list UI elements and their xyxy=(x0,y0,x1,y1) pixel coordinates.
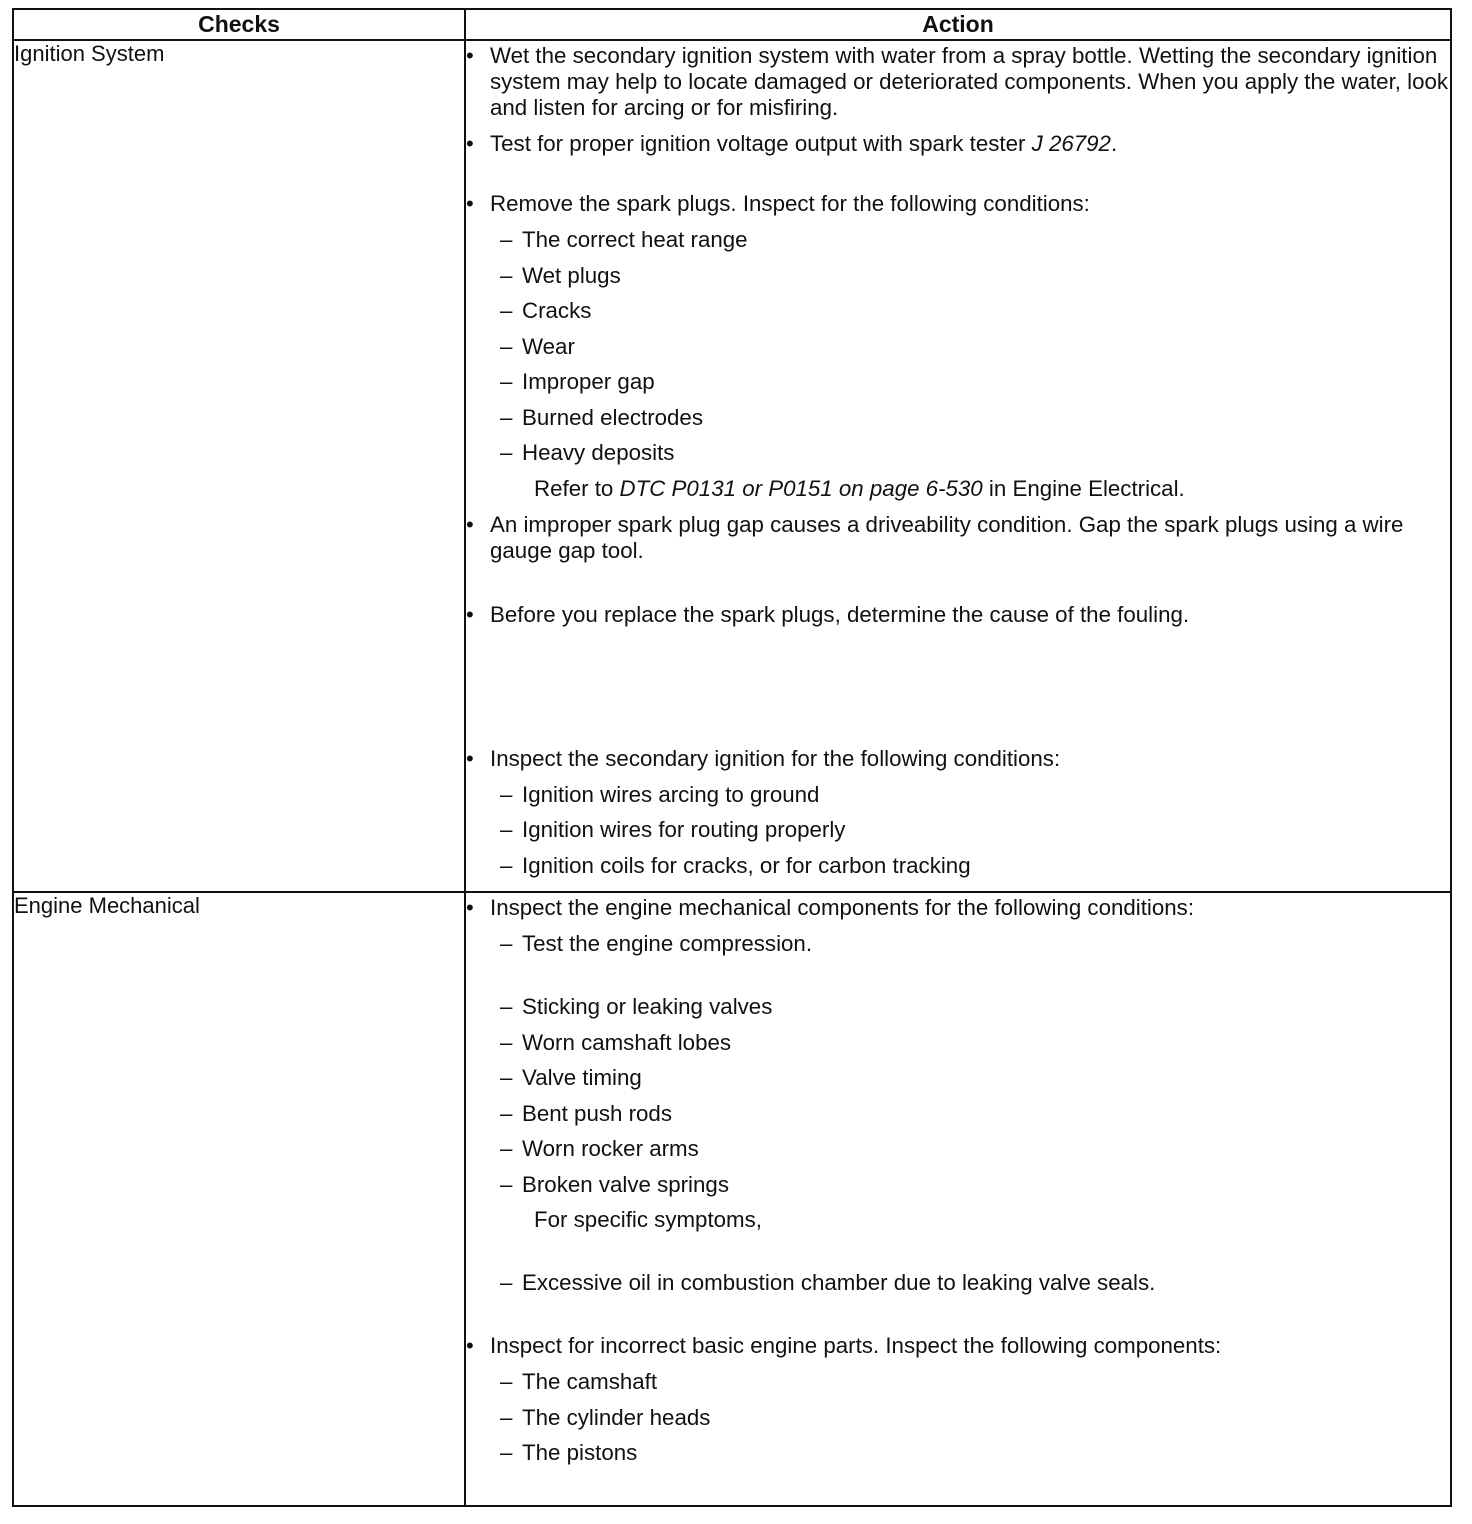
checks-table xyxy=(12,8,1452,1507)
dtc-reference: DTC P0131 or P0151 on page 6-530 xyxy=(619,475,983,501)
reference-note xyxy=(466,476,1450,502)
list-item: – Valve timing xyxy=(466,1065,1450,1091)
bullet-item: • Inspect for incorrect basic engine parts. Inspect the following components: xyxy=(466,1333,1450,1359)
list-item: – Sticking or leaking valves xyxy=(466,994,1450,1020)
bullet-item: • An improper spark plug gap causes a driveability condition. Gap the spark plugs using a wire gauge gap tool. xyxy=(466,512,1450,564)
list-item: – Ignition wires for routing properly xyxy=(466,817,1450,843)
bullet-item: • Before you replace the spark plugs, determine the cause of the fouling. xyxy=(466,602,1450,628)
action-ignition-system xyxy=(465,40,1451,892)
bullet-item xyxy=(466,131,1450,157)
list-item: – Heavy deposits xyxy=(466,440,1450,466)
list-item: – Wear xyxy=(466,334,1450,360)
list-item: – Ignition coils for cracks, or for carbon tracking xyxy=(466,853,1450,879)
action-engine-mechanical xyxy=(465,892,1451,1506)
header-checks: Checks xyxy=(13,9,465,40)
list-item: – Test the engine compression. xyxy=(466,931,1450,957)
list-item: – Broken valve springs xyxy=(466,1172,1450,1198)
header-row xyxy=(13,9,1451,40)
bullet-text: Test for proper ignition voltage output with spark tester xyxy=(490,131,1032,156)
bullet-item: • Wet the secondary ignition system with water from a spray bottle. Wetting the secondary ignition system may help to locate damaged or deteriorated components. When you apply the water, look and listen for arcing or for misfiring. xyxy=(466,43,1450,121)
list-item: – Cracks xyxy=(466,298,1450,324)
list-item: – Bent push rods xyxy=(466,1101,1450,1127)
list-item: – Worn rocker arms xyxy=(466,1136,1450,1162)
dash-list xyxy=(466,227,1450,466)
note-text: Refer to xyxy=(534,475,620,501)
header-action: Action xyxy=(465,9,1451,40)
symptoms-note: For specific symptoms, xyxy=(534,1207,762,1232)
list-item: – The cylinder heads xyxy=(466,1405,1450,1431)
list-item: – The camshaft xyxy=(466,1369,1450,1395)
bullet-item: • Inspect the engine mechanical components for the following conditions: xyxy=(466,895,1450,921)
check-engine-mechanical: Engine Mechanical xyxy=(13,892,465,1506)
list-item: – Wet plugs xyxy=(466,263,1450,289)
list-item: – Ignition wires arcing to ground xyxy=(466,782,1450,808)
check-ignition-system: Ignition System xyxy=(13,40,465,892)
list-item: – Improper gap xyxy=(466,369,1450,395)
bullet-item: • Inspect the secondary ignition for the following conditions: xyxy=(466,746,1450,772)
table-row-ignition xyxy=(13,40,1451,892)
table-row-engine xyxy=(13,892,1451,1506)
note-text-end: in Engine Electrical. xyxy=(982,475,1185,501)
bullet-item: • Remove the spark plugs. Inspect for the following conditions: xyxy=(466,191,1450,217)
tool-reference: J 26792 xyxy=(1031,131,1111,156)
dash-list xyxy=(466,782,1450,879)
list-item: – Worn camshaft lobes xyxy=(466,1030,1450,1056)
bullet-text-end: . xyxy=(1110,131,1118,156)
dash-list xyxy=(466,1369,1450,1466)
list-item: – Excessive oil in combustion chamber due to leaking valve seals. xyxy=(466,1270,1450,1296)
list-item: – The pistons xyxy=(466,1440,1450,1466)
list-item: – Burned electrodes xyxy=(466,405,1450,431)
list-item: – The correct heat range xyxy=(466,227,1450,253)
dash-list xyxy=(466,994,1450,1198)
